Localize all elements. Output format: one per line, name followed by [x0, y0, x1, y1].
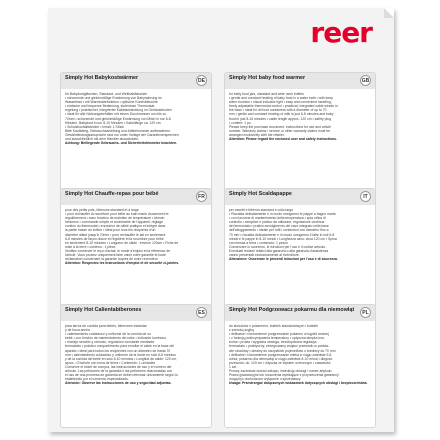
card-text-line: • pour réchauffer la nourriture pour bébé au bain-marie doucement et: [65, 212, 169, 217]
card-text-line: mm • calentamiento cuidadoso y uniforme de la leche en sólo 6-8 minutos: [65, 352, 176, 357]
card-text-line: en seulement 8-10 minutes • Longueur de câble : environ 120cm • Fiche de: [65, 240, 179, 245]
card-header: [225, 305, 375, 321]
card-text-line: 1 szt.: [229, 364, 238, 369]
brand-logo: reer: [310, 16, 372, 49]
card-text-line: Minuten, Babykost in nur 8-10 Minuten • Kabellänge ca. 120 cm: [65, 120, 161, 125]
card-text-line: aparato • ideal para todos los recipientes con un diámetro de hasta 70: [65, 348, 171, 353]
card-text-line: food in just 8-10 minutes • cable length approx. 120 cm • safety plug: [229, 116, 332, 121]
card-title: Simply Hot baby food warmer: [229, 75, 306, 81]
card-header: [225, 73, 375, 89]
card-text-line: el uso de una promesa de garantía se deben efectuar únicamente según lo: [65, 373, 178, 378]
card-text-line: z szeroką szyjką: [229, 328, 254, 333]
card-body: [61, 321, 211, 430]
card-text-line: aprox. • Enchufe con toma de tierra • Contenido: 1 unidades: [65, 360, 156, 365]
card-text-line: artículo. Las peticiones de la garantía o las peticiones relacionadas con: [65, 369, 173, 374]
card-text-line: Bitte Kaufbeleg, Gebrauchsanleitung und Artikelnummer aufbewahren.: [65, 128, 171, 133]
card-text-line: freely adjustable thermostat control • practical, integrated cable winder in: [229, 104, 338, 109]
card-attention: Attention: Please regard the enclosed user and safety instructions.: [229, 137, 337, 142]
card-text-line: Conservare lo scontrino, le istruzioni per l'uso e il codice articolo.: [229, 244, 327, 249]
card-text-line: • z funkcją podtrzymywania temperatury • optyczna lampka kon-: [229, 336, 326, 341]
card-text-line: y de boca ancha: [65, 328, 90, 333]
card-text-line: Veuillez conserver le reçu d'achat, le mode d'emploi et la référence de: [65, 248, 171, 253]
card-title: Simply Hot Chauffe-repas pour bébé: [65, 191, 159, 197]
card-text-line: 70 mm • riscalda delicatamente e in modo omogeneo il latte in soli 6-8: [229, 232, 335, 237]
card-text-line: dell'alloggiamento • ideale per tutti i contenitori con diametro fino a: [229, 228, 329, 233]
card-text-line: pour des petits pots, biberons standard et à large: [65, 208, 139, 212]
language-badge: ES: [196, 307, 207, 318]
card-text-line: number. Warranty claims / service or other warranty claims must be: [229, 128, 331, 133]
card-text-line: • con funzione di mantenimento della temperatura • spia ottica di: [229, 216, 326, 221]
card-text-line: • Schutzkontaktstecker • Inhalt: 1 Stück: [65, 124, 124, 129]
card-text-line: Proszę zachować dowód zakupu, instrukcję obsługi i numer artykułu.: [229, 369, 333, 374]
card-body: [61, 205, 211, 314]
card-text-line: para tarros de comida para bebés, biberones estándar: [65, 324, 147, 328]
card-text-line: la partie basse du boîtier • idéal pour tous les récipients d'un: [65, 228, 156, 233]
card-text-line: mogą być dochodzone wyłącznie u sprzedawcy.: [229, 377, 302, 382]
card-text-line: mm • gentle and constant heating of milk in just 6-8 minutes and baby: [229, 112, 334, 117]
card-pl: [224, 304, 376, 428]
card-text-line: réclamation concernant la garantie auprès de votre revendeur.: [65, 257, 159, 262]
card-es: [60, 304, 212, 428]
card-text-line: Wasserbad • mit Warmhaltefunktion • optische Kontrollleuchte: [65, 100, 158, 105]
card-text-line: l'article. Vous pouvez uniquement faire valoir votre garantie et toute: [65, 253, 166, 258]
card-header: [225, 189, 375, 205]
card-text-line: vanno presentati esclusivamente al rivenditore.: [229, 253, 300, 258]
card-attention: Achtung: Beiliegende Gebrauchs- und Sicherheitshinweise beachten.: [65, 141, 178, 146]
card-text-line: przewodu: ok. 120 cm • wtyczka ze stykiem ochronnym • zawartość:: [229, 360, 332, 365]
card-text-line: • schonende und gleichmäßige Erwärmung von Babynahrung im: [65, 96, 162, 101]
card-text-line: • Riscalda delicatamente e in modo omogeneo le pappe a bagno maria: [229, 212, 336, 217]
card-text-line: the base • ideal for all food containers with a diameter of up to 70: [229, 108, 327, 113]
card-text-line: • content: 1 pc.: [229, 120, 252, 125]
card-text-line: Please keep the purchase document, instructions for use and article: [229, 124, 331, 129]
card-text-line: • calentamiento cuidadoso y uniforme de la comida de su: [65, 332, 151, 337]
language-badge: PL: [360, 307, 371, 318]
card-text-line: minuti e le pappe in 8-10 minuti • Lunghezza cavo: circa 120 cm • Spina: [229, 236, 337, 241]
card-text-line: controllo • semplice e pratico da utilizzare, regolazione continua: [229, 220, 325, 225]
card-it: [224, 188, 376, 312]
card-text-line: • einfache und bequeme Bedienung, stufenlose Thermostat-: [65, 104, 156, 109]
card-attention: Attenzione: Osservare le presenti istruzioni per l'uso e di sicurezza.: [229, 257, 338, 262]
card-text-line: del termostato • pratico avvolgimento del cavo integrato nella base: [229, 224, 329, 229]
card-text-line: minut, pokarmu dla niemowląt w ciągu zaledwie 8-10 minut • długość: [229, 356, 333, 361]
card-attention: Atención: Observe las instrucciones de uso y seguridad adjuntas.: [65, 381, 172, 386]
card-body: [61, 89, 211, 198]
card-text-line: 70mm • schonende und gleichmäßige Erwärmung von Milch in nur 6-8: [65, 116, 171, 121]
card-text-line: continu du thermostat • enrouleur de câble pratique et intégré dans: [65, 224, 166, 229]
card-text-line: Prawo gwarancyjne lub roszczenia wynikające z przyrzeczenia gwarancji: [229, 373, 339, 378]
card-text-line: establecido por el comercio especializado.: [65, 377, 129, 382]
card-text-line: y de la comida del bebé en sólo 8-10 minutos • Longitud de cable: 120 cm,: [65, 356, 178, 361]
language-badge: IT: [360, 191, 371, 202]
card-text-line: • gentle and constant heating of baby food in a water bath • with keep: [229, 96, 333, 101]
card-text-line: • delikatne i równomierne podgrzewanie pokarmu w kąpieli wodnej: [229, 332, 329, 337]
card-text-line: • manejo sencillo y cómodo, regulación constante mediante: [65, 340, 155, 345]
card-text-line: warm function • visual indicator light • easy and convenient handling,: [229, 100, 332, 105]
card-text-line: trolna • prosta i wygodna obsługa, bezstopniowa regulacja: [229, 340, 317, 345]
card-body: [225, 205, 375, 314]
card-text-line: regelung • praktischer, integrierter Kabelaufwicklung im Gehäuseboden: [65, 108, 172, 113]
card-title: Simply Hot Scaldapappe: [229, 191, 292, 197]
card-gb: [224, 72, 376, 196]
card-text-line: bebé • con función de mantenimiento del calor • indicador luminoso: [65, 336, 166, 341]
card-text-line: lumineux • commande simple et confortable de l'appareil, réglage: [65, 220, 163, 225]
card-text-line: termostatu • praktyczny, zintegrowany zwijacz przewodu w podsta-: [229, 344, 330, 349]
product-sheet: [48, 8, 394, 432]
language-badge: DE: [196, 75, 207, 86]
card-text-line: und ausschließlich mit dem Händler abzuwickeln.: [65, 137, 140, 142]
card-text-line: do słoiczków z pokarmem, butelek standardowych i butelek: [229, 324, 318, 328]
language-badge: GB: [360, 75, 371, 86]
card-text-line: 6-8 minutes de façon douce et régulière et la nourriture pour bébé: [65, 236, 164, 241]
card-text-line: Conserve el tícket de compra, las instrucciones de uso y el número del: [65, 364, 172, 369]
card-text-line: für Babykostgläschen, Standard- und Weithalsflaschen: [65, 92, 148, 96]
language-badge: FR: [196, 191, 207, 202]
card-text-line: Gewährleistungsansprüche sind nur unter Vorlage der Garantieversprechen: [65, 132, 179, 137]
card-text-line: termostato • práctico compartimento para enrollar el cable en la base del: [65, 344, 174, 349]
card-text-line: • ideal für alle Nahrungsbehälter mit einem Durchmesser von bis zu: [65, 112, 167, 117]
card-title: Simply Hot Podgrzewacz pokarmu dla niemowląt: [229, 307, 355, 313]
card-text-line: arranged exclusively with the retailer.: [229, 132, 285, 137]
card-attention: Attention: Respectez les instructions d'emploi et de sécurité ci-jointes.: [65, 261, 180, 266]
card-text-line: régulièrement • avec fonction de maintien de température • témoin: [65, 216, 165, 221]
card-text-line: con messa a terra • contenuto: 1 pezzo: [229, 240, 288, 245]
card-text-line: for baby food jars, standard and wide neck bottles: [229, 92, 304, 96]
card-header: [61, 305, 211, 321]
card-header: [61, 189, 211, 205]
card-attention: Uwaga: Przestrzegać dołączonych wskazówek dotyczących obsługi i bezpieczeństwa.: [229, 381, 368, 386]
card-text-line: mise à la terre • contenu : 1 pièce.: [65, 244, 117, 249]
card-text-line: diamètre allant jusqu'à 70mm • pour réchauffer le lait en seulement: [65, 232, 166, 237]
card-body: [225, 89, 375, 198]
card-text-line: wie obudowy • idealny do wszystkich pojemników o średnicy do 70 mm: [229, 348, 336, 353]
card-fr: [60, 188, 212, 312]
card-text-line: Eventuali reclami relativi alla garanzia o alla garanzia d'assistenza: [229, 248, 329, 253]
card-header: [61, 73, 211, 89]
card-title: Simply Hot Babykostwärmer: [65, 75, 139, 81]
card-text-line: • delikatne i równomierne podgrzewanie mleka w ciągu zaledwie 6-8: [229, 352, 332, 357]
card-de: [60, 72, 212, 196]
card-text-line: per vasetti e biberon standard e collo largo: [229, 208, 294, 212]
card-body: [225, 321, 375, 430]
card-title: Simply Hot Calientabiberones: [65, 307, 142, 313]
